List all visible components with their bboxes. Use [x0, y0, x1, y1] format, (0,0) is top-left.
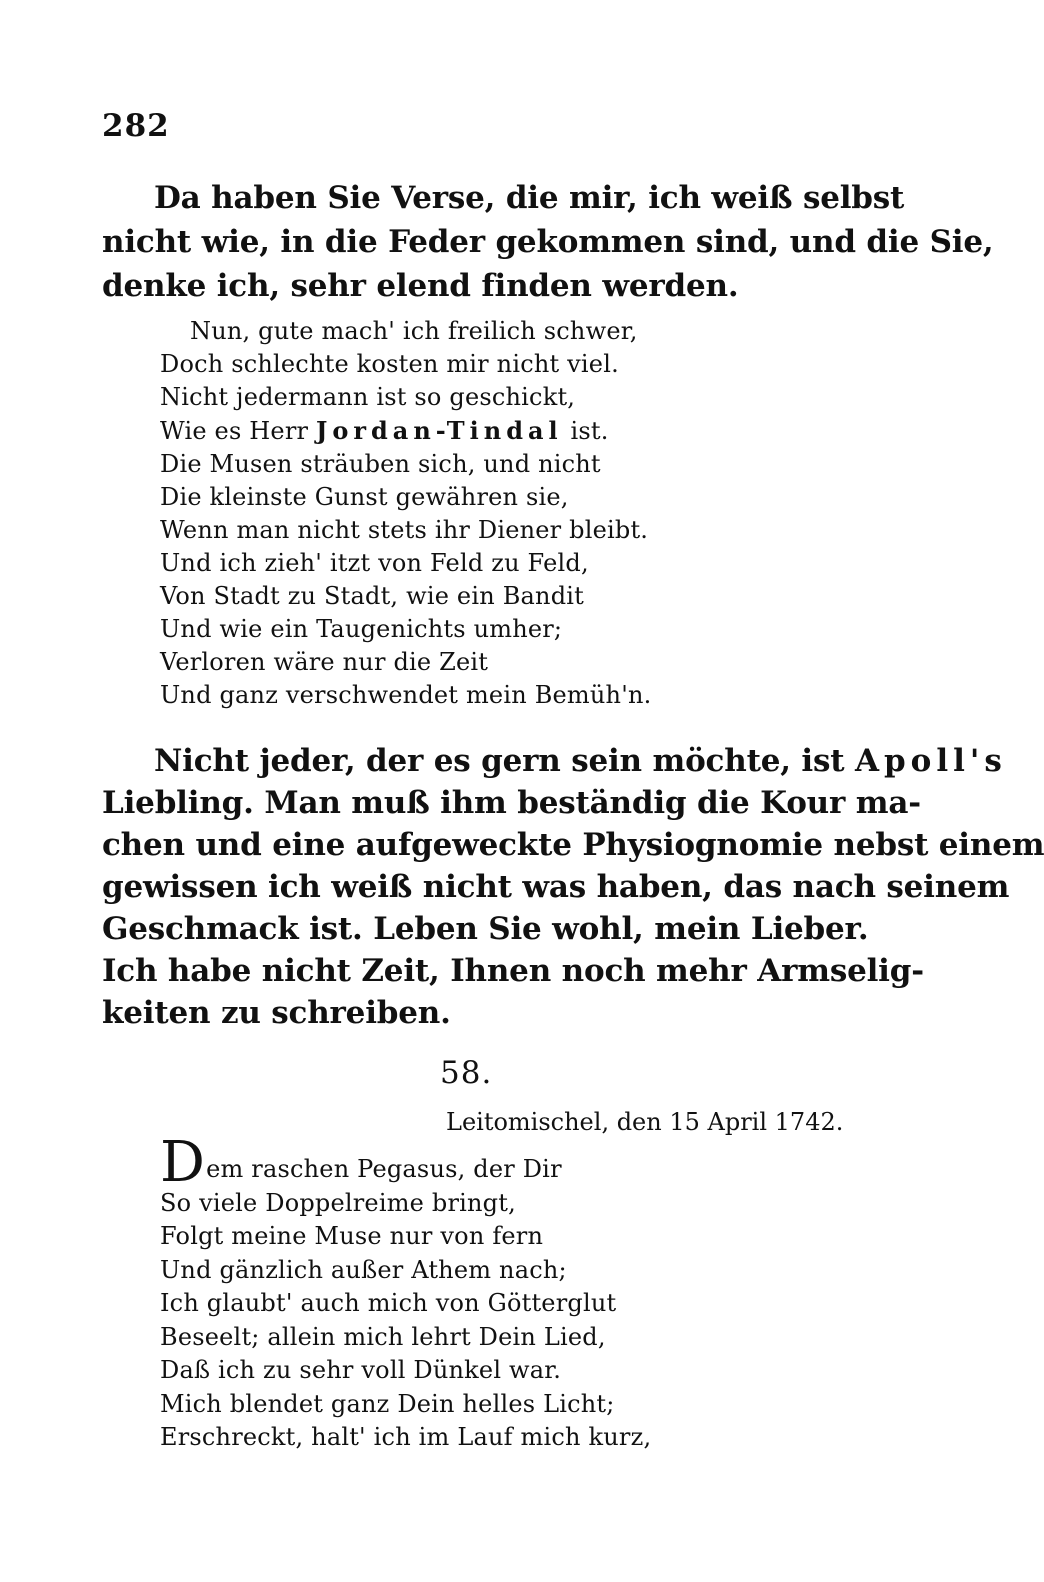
poem-line: So viele Doppelreime bringt, — [160, 1188, 516, 1217]
letter-number: 58. — [440, 1055, 493, 1091]
poem-line: Ich glaubt' auch mich von Götterglut — [160, 1289, 617, 1317]
poem-second — [160, 1130, 652, 1455]
prose-line: chen und eine aufgeweckte Physiognomie nebst einem — [102, 827, 1044, 863]
prose-line — [102, 740, 1007, 782]
prose-line: keiten zu schreiben. — [102, 995, 451, 1031]
poem-line: Folgt meine Muse nur von fern — [160, 1222, 544, 1250]
poem-line — [160, 1130, 651, 1195]
poem-line: Beseelt; allein mich lehrt Dein Lied, — [160, 1322, 606, 1351]
poem-line: Nicht jedermann ist so geschickt, — [160, 383, 576, 411]
prose-opening — [102, 176, 994, 308]
poem-line-start: Wie es Herr — [160, 417, 317, 445]
poem-line: Erschreckt, halt' ich im Lauf mich kurz, — [160, 1423, 652, 1451]
prose-closing — [102, 740, 1044, 1034]
dateline: Leitomischel, den 15 April 1742. — [446, 1108, 844, 1136]
poem-line: Daß ich zu sehr voll Dünkel war. — [160, 1356, 562, 1384]
poem-line — [160, 414, 652, 448]
poem-line: Wenn man nicht stets ihr Diener bleibt. — [160, 516, 649, 544]
poem-line-end: ist. — [562, 417, 609, 445]
poem-first — [160, 315, 652, 712]
prose-line: Liebling. Man muß ihm beständig die Kour ma- — [102, 785, 921, 821]
poem-line: Und wie ein Taugenichts umher; — [160, 615, 563, 643]
poem-line: Die Musen sträuben sich, und nicht — [160, 450, 601, 478]
poem-line: Von Stadt zu Stadt, wie ein Bandit — [160, 582, 584, 610]
prose-line: gewissen ich weiß nicht was haben, das nach seinem — [102, 869, 1010, 905]
poem-line: Und gänzlich außer Athem nach; — [160, 1255, 567, 1284]
poem-line: Die kleinste Gunst gewähren sie, — [160, 483, 569, 511]
prose-line: denke ich, sehr elend finden werden. — [102, 268, 739, 304]
prose-line: Ich habe nicht Zeit, Ihnen noch mehr Armselig- — [102, 953, 924, 989]
poem-line: Nun, gute mach' ich freilich schwer, — [190, 317, 638, 345]
drop-cap: D — [160, 1130, 206, 1195]
prose-line: Da haben Sie Verse, die mir, ich weiß selbst — [154, 180, 905, 216]
page-number: 282 — [102, 108, 170, 144]
poem-line: Verloren wäre nur die Zeit — [160, 648, 489, 676]
prose-line: Geschmack ist. Leben Sie wohl, mein Lieber. — [102, 911, 869, 947]
poem-line: Mich blendet ganz Dein helles Licht; — [160, 1389, 615, 1418]
poem-line-rest: em raschen Pegasus, der Dir — [206, 1155, 562, 1183]
poem-line: Doch schlechte kosten mir nicht viel. — [160, 350, 619, 378]
poem-line: Und ich zieh' itzt von Feld zu Feld, — [160, 549, 589, 577]
poem-line: Und ganz verschwendet mein Bemüh'n. — [160, 681, 652, 709]
person-name: Apoll's — [854, 743, 1007, 779]
prose-line: nicht wie, in die Feder gekommen sind, und die Sie, — [102, 224, 994, 260]
prose-line-start: Nicht jeder, der es gern sein möchte, ist — [154, 743, 855, 779]
person-name: Jordan-Tindal — [316, 416, 563, 445]
